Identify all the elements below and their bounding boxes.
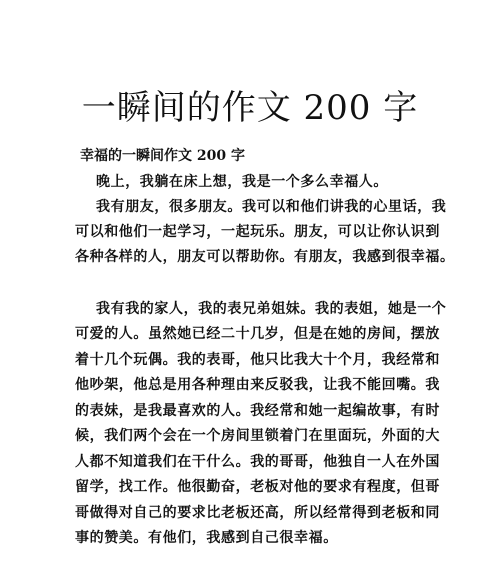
paragraph-line: 事的赞美。有他们，我感到自己很幸福。: [75, 530, 338, 546]
paragraph-line: 着十几个玩偶。我的表哥，他只比我大十个月，我经常和: [75, 352, 440, 368]
paragraph-line: 晚上，我躺在床上想，我是一个多么幸福人。: [96, 174, 388, 190]
document-title: 一瞬间的作文 200 字: [81, 88, 419, 128]
paragraph-line: 哥做得对自己的要求比老板还高，所以经常得到老板和同: [75, 505, 440, 521]
paragraph-line: 可以和他们一起学习，一起玩乐。朋友，可以让你认识到: [75, 224, 440, 240]
paragraph-line: 可爱的人。虽然她已经二十几岁，但是在她的房间，摆放: [75, 326, 440, 342]
paragraph-line: 候，我们两个会在一个房间里锁着门在里面玩，外面的大: [75, 428, 440, 444]
paragraph-line: 他吵架，他总是用各种理由来反驳我，让我不能回嘴。我: [75, 377, 440, 393]
document-subtitle: 幸福的一瞬间作文 200 字: [80, 148, 245, 164]
paragraph-line: 各种各样的人，朋友可以帮助你。有朋友，我感到很幸福。: [75, 249, 455, 265]
paragraph-line: 我有朋友，很多朋友。我可以和他们讲我的心里话，我: [96, 199, 447, 215]
paragraph-line: 的表妹，是我最喜欢的人。我经常和她一起编故事，有时: [75, 403, 440, 419]
paragraph-line: 人都不知道我们在干什么。我的哥哥，他独自一人在外国: [75, 454, 440, 470]
paragraph-line: 我有我的家人，我的表兄弟姐妹。我的表姐，她是一个: [96, 301, 447, 317]
paragraph-line: 留学，找工作。他很勤奋，老板对他的要求有程度，但哥: [75, 479, 440, 495]
